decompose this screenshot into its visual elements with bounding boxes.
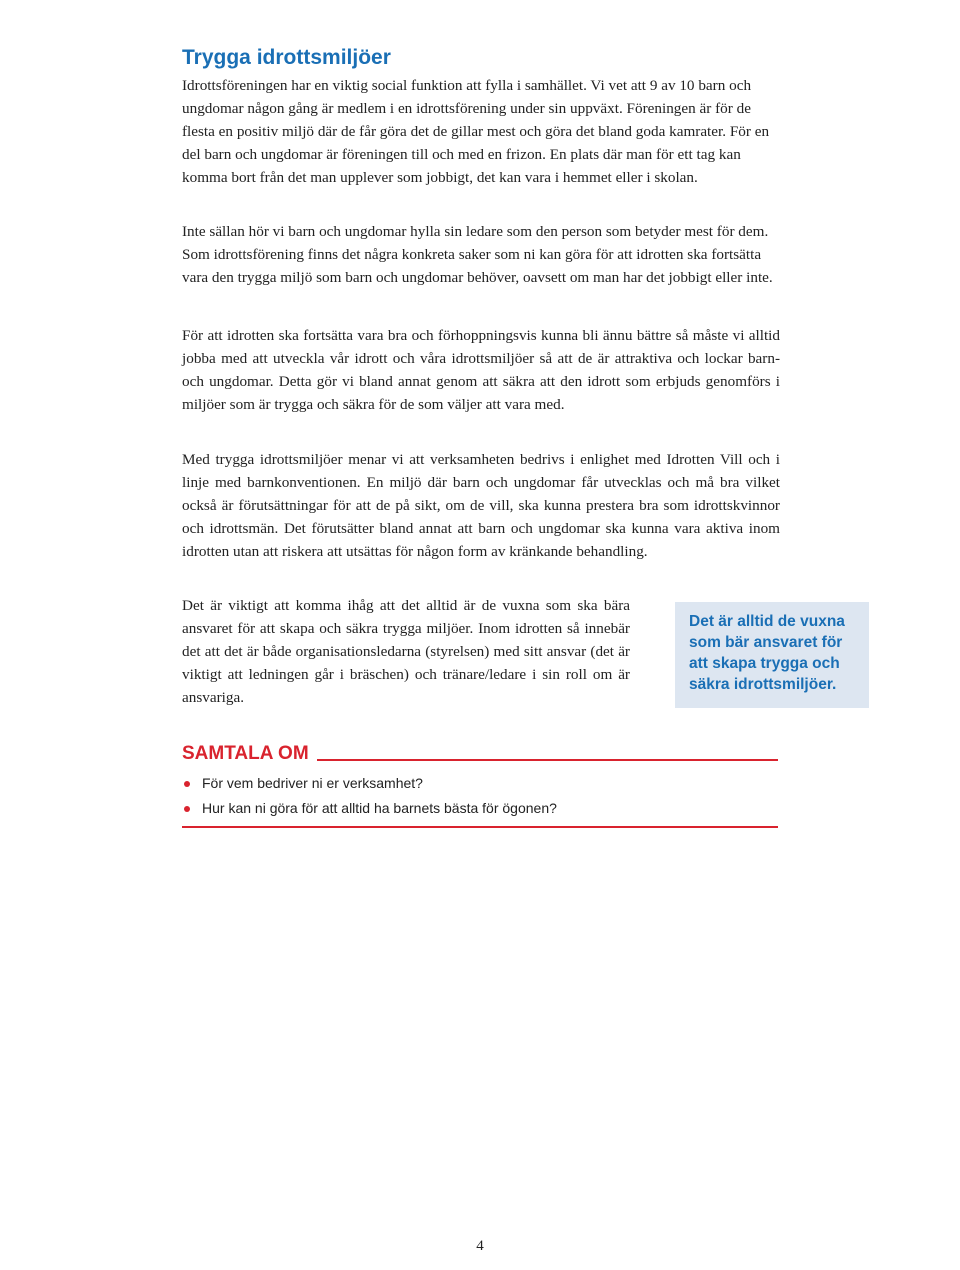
question-text: Hur kan ni göra för att alltid ha barnets bästa för ögonen? bbox=[202, 800, 557, 816]
discussion-questions bbox=[182, 772, 778, 822]
heading-rule bbox=[317, 759, 778, 761]
question-text: För vem bedriver ni er verksamhet? bbox=[202, 775, 423, 791]
samtala-om-heading: SAMTALA OM bbox=[182, 743, 309, 764]
paragraph-responsibility: Det är viktigt att komma ihåg att det alltid är de vuxna som ska bära ansvaret för att skapa och säkra trygga miljöer. Inom idrotten så innebär det att det är både organisationsledarna (styrelsen) med sitt ansvar (det är viktigt att ledningen går i bräschen) och tränare/ledare i sin roll om är ansvariga. bbox=[182, 597, 630, 707]
samtala-om-header bbox=[182, 742, 778, 766]
callout-box bbox=[675, 602, 869, 708]
paragraph-leaders: Inte sällan hör vi barn och ungdomar hylla sin ledare som den person som betyder mest för dem. Som idrottsförening finns det några konkreta saker som ni kan göra för att idrotten ska fortsätta vara den trygga miljö som barn och ungdomar behöver, oavsett om man har det jobbigt eller inte. bbox=[182, 223, 773, 287]
paragraph-intro: Idrottsföreningen har en viktig social funktion att fylla i samhället. Vi vet att 9 av 10 barn och ungdomar någon gång är medlem i en idrottsförening under sin uppväxt. Föreningen är för de flesta en positiv miljö där de får göra det de gillar mest och göra det bland goda kamrater. För en del barn och ungdomar är föreningen till och med en frizon. En plats där man för ett tag kan komma bort från det man upplever som jobbigt, det kan vara i hemmet eller i skolan. bbox=[182, 77, 770, 187]
page-number: 4 bbox=[476, 1238, 484, 1254]
bullet-icon bbox=[184, 781, 190, 787]
bullet-icon bbox=[184, 806, 190, 812]
list-item bbox=[182, 797, 778, 820]
callout-text: Det är alltid de vuxna som bär ansvaret för att skapa trygga och säkra idrottsmiljöer. bbox=[689, 613, 845, 693]
section-title: Trygga idrottsmiljöer bbox=[182, 46, 391, 69]
section-bottom-rule bbox=[182, 826, 778, 828]
paragraph-definition: Med trygga idrottsmiljöer menar vi att verksamheten bedrivs i enlighet med Idrotten Vill och i linje med barnkonventionen. En miljö där barn och ungdomar får utvecklas och må bra vilket också är förutsättningar för att de på sikt, om de vill, ska kunna prestera bra som idrottskvinnor och idrottsmän. Det förutsätter bland annat att barn och ungdomar ska kunna vara aktiva inom idrotten utan att riskera att utsättas för någon form av kränkande behandling. bbox=[182, 451, 780, 561]
paragraph-development: För att idrotten ska fortsätta vara bra och förhoppningsvis kunna bli ännu bättre så måste vi alltid jobba med att utveckla vår idrott och våra idrottsmiljöer så att de är attraktiva och lockar barn- och ungdomar. Detta gör vi bland annat genom att säkra att den idrott som erbjuds genomförs i miljöer som är trygga och säkra för de som väljer att vara med. bbox=[182, 327, 780, 414]
list-item bbox=[182, 772, 778, 795]
